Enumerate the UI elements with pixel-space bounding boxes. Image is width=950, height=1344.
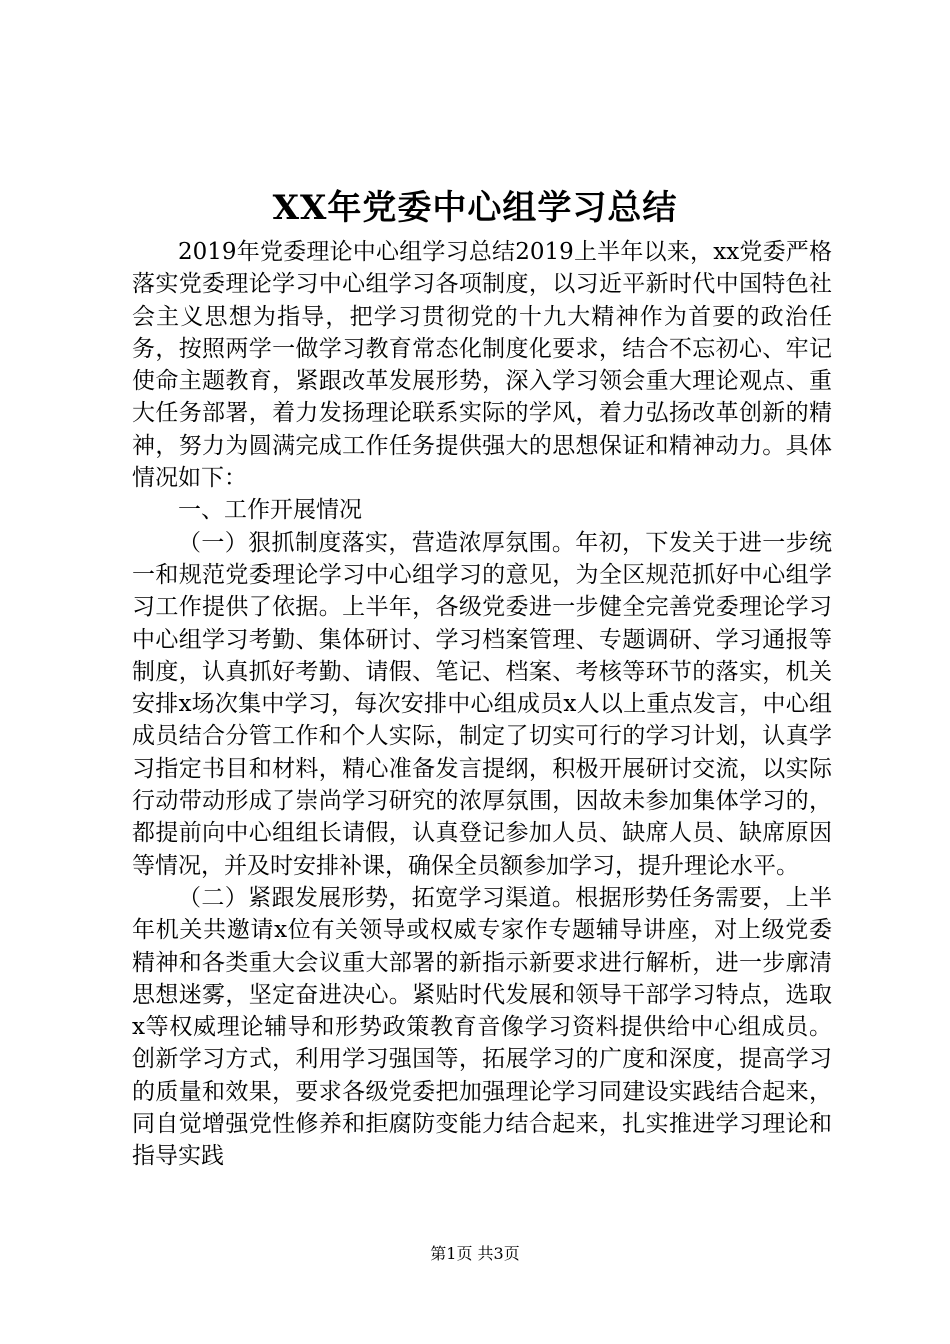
section-heading: 一、工作开展情况 (178, 497, 362, 524)
document-body (132, 236, 832, 1173)
document-title: XX年党委中心组学习总结 (272, 188, 678, 228)
subsection-paragraph-1: （一）狠抓制度落实，营造浓厚氛围。年初，下发关于进一步统一和规范党委理论学习中心组学习的意见，为全区规范抓好中心组学习工作提供了依据。上半年，各级党委进一步健全完善党委理论学习中心组学习考勤、集体研讨、学习档案管理、专题调研、学习通报等制度，认真抓好考勤、请假、笔记、档案、考核等环节的落实，机关安排x场次集中学习，每次安排中心组成员x人以上重点发言，中心组成员结合分管工作和个人实际，制定了切实可行的学习计划，认真学习指定书目和材料，精心准备发言提纲，积极开展研讨交流，以实际行动带动形成了崇尚学习研究的浓厚氛围，因故未参加集体学习的，都提前向中心组组长请假，认真登记参加人员、缺席人员、缺席原因等情况，并及时安排补课，确保全员额参加学习，提升理论水平。 (132, 529, 832, 879)
subsection-paragraph-2: （二）紧跟发展形势，拓宽学习渠道。根据形势任务需要，上半年机关共邀请x位有关领导或权威专家作专题辅导讲座，对上级党委精神和各类重大会议重大部署的新指示新要求进行解析，进一步廓清思想迷雾，坚定奋进决心。紧贴时代发展和领导干部学习特点，选取x等权威理论辅导和形势政策教育音像学习资料提供给中心组成员。创新学习方式，利用学习强国等，拓展学习的广度和深度，提高学习的质量和效果，要求各级党委把加强理论学习同建设实践结合起来，同自觉增强党性修养和拒腐防变能力结合起来，扎实推进学习理论和指导实践 (132, 884, 832, 1170)
intro-paragraph: 2019年党委理论中心组学习总结2019上半年以来，xx党委严格落实党委理论学习中心组学习各项制度，以习近平新时代中国特色社会主义思想为指导，把学习贯彻党的十九大精神作为首要的政治任务，按照两学一做学习教育常态化制度化要求，结合不忘初心、牢记使命主题教育，紧跟改革发展形势，深入学习领会重大理论观点、重大任务部署，着力发扬理论联系实际的学风，着力弘扬改革创新的精神，努力为圆满完成工作任务提供强大的思想保证和精神动力。具体情况如下： (132, 239, 832, 492)
page-number: 第1页 共3页 (430, 1244, 520, 1263)
